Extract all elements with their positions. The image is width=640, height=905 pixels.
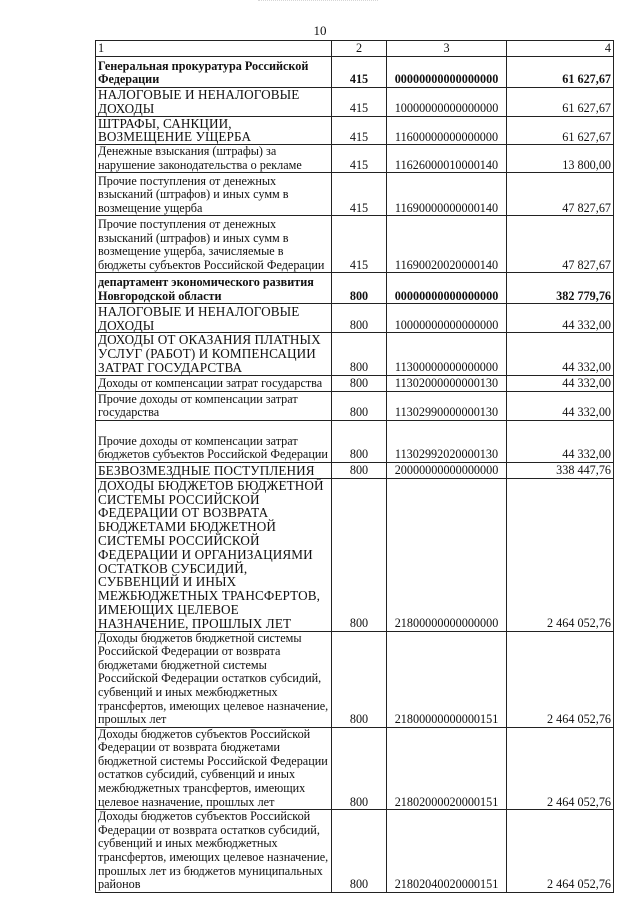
table-row <box>96 391 614 420</box>
row-amount-cell: 44 332,00 <box>507 333 614 375</box>
table-body <box>96 41 614 893</box>
row-kbk-cell: 11626000010000140 <box>387 145 507 173</box>
row-amount-cell: 2 464 052,76 <box>507 478 614 631</box>
row-kbk-cell: 00000000000000000 <box>387 57 507 88</box>
row-code-cell: 800 <box>332 273 387 304</box>
row-kbk-cell: 21800000000000000 <box>387 478 507 631</box>
row-code-cell: 415 <box>332 173 387 216</box>
row-kbk-cell: 11300000000000000 <box>387 333 507 375</box>
table-row <box>96 304 614 333</box>
row-amount-cell: 61 627,67 <box>507 88 614 117</box>
row-amount-cell: 61 627,67 <box>507 57 614 88</box>
row-code-cell: 800 <box>332 304 387 333</box>
table-row <box>96 420 614 462</box>
row-kbk-cell: 21800000000000151 <box>387 631 507 727</box>
row-name-cell: Доходы бюджетов бюджетной системы Российской Федерации от возврата бюджетами бюджетной системы Российской Федерации остатков субсидий, субвенций и иных межбюджетных трансфертов, имеющих целевое назначение, прошлых лет <box>96 631 332 727</box>
row-amount-cell: 382 779,76 <box>507 273 614 304</box>
table-row <box>96 145 614 173</box>
table-row <box>96 173 614 216</box>
row-code-cell: 800 <box>332 333 387 375</box>
budget-table <box>95 40 614 893</box>
row-amount-cell: 47 827,67 <box>507 216 614 273</box>
table-row <box>96 57 614 88</box>
row-code-cell: 800 <box>332 478 387 631</box>
row-kbk-cell: 21802000020000151 <box>387 727 507 810</box>
row-amount-cell: 61 627,67 <box>507 116 614 145</box>
page-number: 10 <box>313 23 327 38</box>
row-name-cell: Прочие доходы от компенсации затрат бюджетов субъектов Российской Федерации <box>96 420 332 462</box>
row-amount-cell: 44 332,00 <box>507 420 614 462</box>
table-row <box>96 727 614 810</box>
row-name-cell: НАЛОГОВЫЕ И НЕНАЛОГОВЫЕ ДОХОДЫ <box>96 88 332 117</box>
row-kbk-cell: 10000000000000000 <box>387 88 507 117</box>
table-row <box>96 478 614 631</box>
row-kbk-cell: 11690020020000140 <box>387 216 507 273</box>
row-name-cell: Доходы бюджетов субъектов Российской Федерации от возврата бюджетами бюджетной системы Российской Федерации остатков субсидий, субвенций и иных межбюджетных трансфертов, имеющих целевое назначение, прошлых лет <box>96 727 332 810</box>
row-name-cell: Доходы от компенсации затрат государства <box>96 375 332 391</box>
table-row <box>96 216 614 273</box>
row-name-cell: Прочие поступления от денежных взысканий (штрафов) и иных сумм в возмещение ущерба <box>96 173 332 216</box>
row-name-cell: Денежные взыскания (штрафы) за нарушение законодательства о рекламе <box>96 145 332 173</box>
row-code-cell: 415 <box>332 57 387 88</box>
row-kbk-cell: 10000000000000000 <box>387 304 507 333</box>
row-amount-cell: 44 332,00 <box>507 391 614 420</box>
table-row <box>96 631 614 727</box>
row-kbk-cell: 20000000000000000 <box>387 462 507 478</box>
table-row <box>96 375 614 391</box>
row-name-cell: ДОХОДЫ ОТ ОКАЗАНИЯ ПЛАТНЫХ УСЛУГ (РАБОТ) И КОМПЕНСАЦИИ ЗАТРАТ ГОСУДАРСТВА <box>96 333 332 375</box>
row-code-cell: 800 <box>332 375 387 391</box>
row-amount-cell: 47 827,67 <box>507 173 614 216</box>
row-name-cell: департамент экономического развития Новгородской области <box>96 273 332 304</box>
row-amount-cell: 44 332,00 <box>507 304 614 333</box>
row-kbk-cell: 11302000000000130 <box>387 375 507 391</box>
row-name-cell: Генеральная прокуратура Российской Федерации <box>96 57 332 88</box>
header-col-4: 4 <box>507 41 614 57</box>
row-code-cell: 800 <box>332 631 387 727</box>
row-code-cell: 415 <box>332 88 387 117</box>
row-kbk-cell: 11302990000000130 <box>387 391 507 420</box>
row-kbk-cell: 11600000000000000 <box>387 116 507 145</box>
table-row <box>96 273 614 304</box>
row-code-cell: 800 <box>332 462 387 478</box>
table-row <box>96 116 614 145</box>
row-amount-cell: 13 800,00 <box>507 145 614 173</box>
row-amount-cell: 2 464 052,76 <box>507 727 614 810</box>
header-col-3: 3 <box>387 41 507 57</box>
table-row <box>96 88 614 117</box>
row-code-cell: 800 <box>332 391 387 420</box>
table-row <box>96 333 614 375</box>
table-row <box>96 810 614 893</box>
row-amount-cell: 44 332,00 <box>507 375 614 391</box>
row-amount-cell: 2 464 052,76 <box>507 810 614 893</box>
row-code-cell: 415 <box>332 216 387 273</box>
row-name-cell: НАЛОГОВЫЕ И НЕНАЛОГОВЫЕ ДОХОДЫ <box>96 304 332 333</box>
row-code-cell: 800 <box>332 420 387 462</box>
header-col-2: 2 <box>332 41 387 57</box>
row-amount-cell: 338 447,76 <box>507 462 614 478</box>
row-code-cell: 415 <box>332 116 387 145</box>
row-name-cell: Прочие поступления от денежных взысканий (штрафов) и иных сумм в возмещение ущерба, зачисляемые в бюджеты субъектов Российской Федерации <box>96 216 332 273</box>
table-header-row <box>96 41 614 57</box>
row-code-cell: 800 <box>332 810 387 893</box>
scan-artifact <box>258 0 378 7</box>
row-kbk-cell: 11302992020000130 <box>387 420 507 462</box>
row-name-cell: Прочие доходы от компенсации затрат государства <box>96 391 332 420</box>
row-name-cell: ШТРАФЫ, САНКЦИИ, ВОЗМЕЩЕНИЕ УЩЕРБА <box>96 116 332 145</box>
row-name-cell: ДОХОДЫ БЮДЖЕТОВ БЮДЖЕТНОЙ СИСТЕМЫ РОССИЙСКОЙ ФЕДЕРАЦИИ ОТ ВОЗВРАТА БЮДЖЕТАМИ БЮДЖЕТНОЙ СИСТЕМЫ РОССИЙСКОЙ ФЕДЕРАЦИИ И ОРГАНИЗАЦИЯМИ ОСТАТКОВ СУБСИДИЙ, СУБВЕНЦИЙ И ИНЫХ МЕЖБЮДЖЕТНЫХ ТРАНСФЕРТОВ, ИМЕЮЩИХ ЦЕЛЕВОЕ НАЗНАЧЕНИЕ, ПРОШЛЫХ ЛЕТ <box>96 478 332 631</box>
row-kbk-cell: 11690000000000140 <box>387 173 507 216</box>
row-kbk-cell: 00000000000000000 <box>387 273 507 304</box>
row-kbk-cell: 21802040020000151 <box>387 810 507 893</box>
header-col-1: 1 <box>96 41 332 57</box>
row-code-cell: 415 <box>332 145 387 173</box>
row-name-cell: БЕЗВОЗМЕЗДНЫЕ ПОСТУПЛЕНИЯ <box>96 462 332 478</box>
row-amount-cell: 2 464 052,76 <box>507 631 614 727</box>
table-row <box>96 462 614 478</box>
row-code-cell: 800 <box>332 727 387 810</box>
row-name-cell: Доходы бюджетов субъектов Российской Федерации от возврата остатков субсидий, субвенций и иных межбюджетных трансфертов, имеющих целевое назначение, прошлых лет из бюджетов муниципальных районов <box>96 810 332 893</box>
